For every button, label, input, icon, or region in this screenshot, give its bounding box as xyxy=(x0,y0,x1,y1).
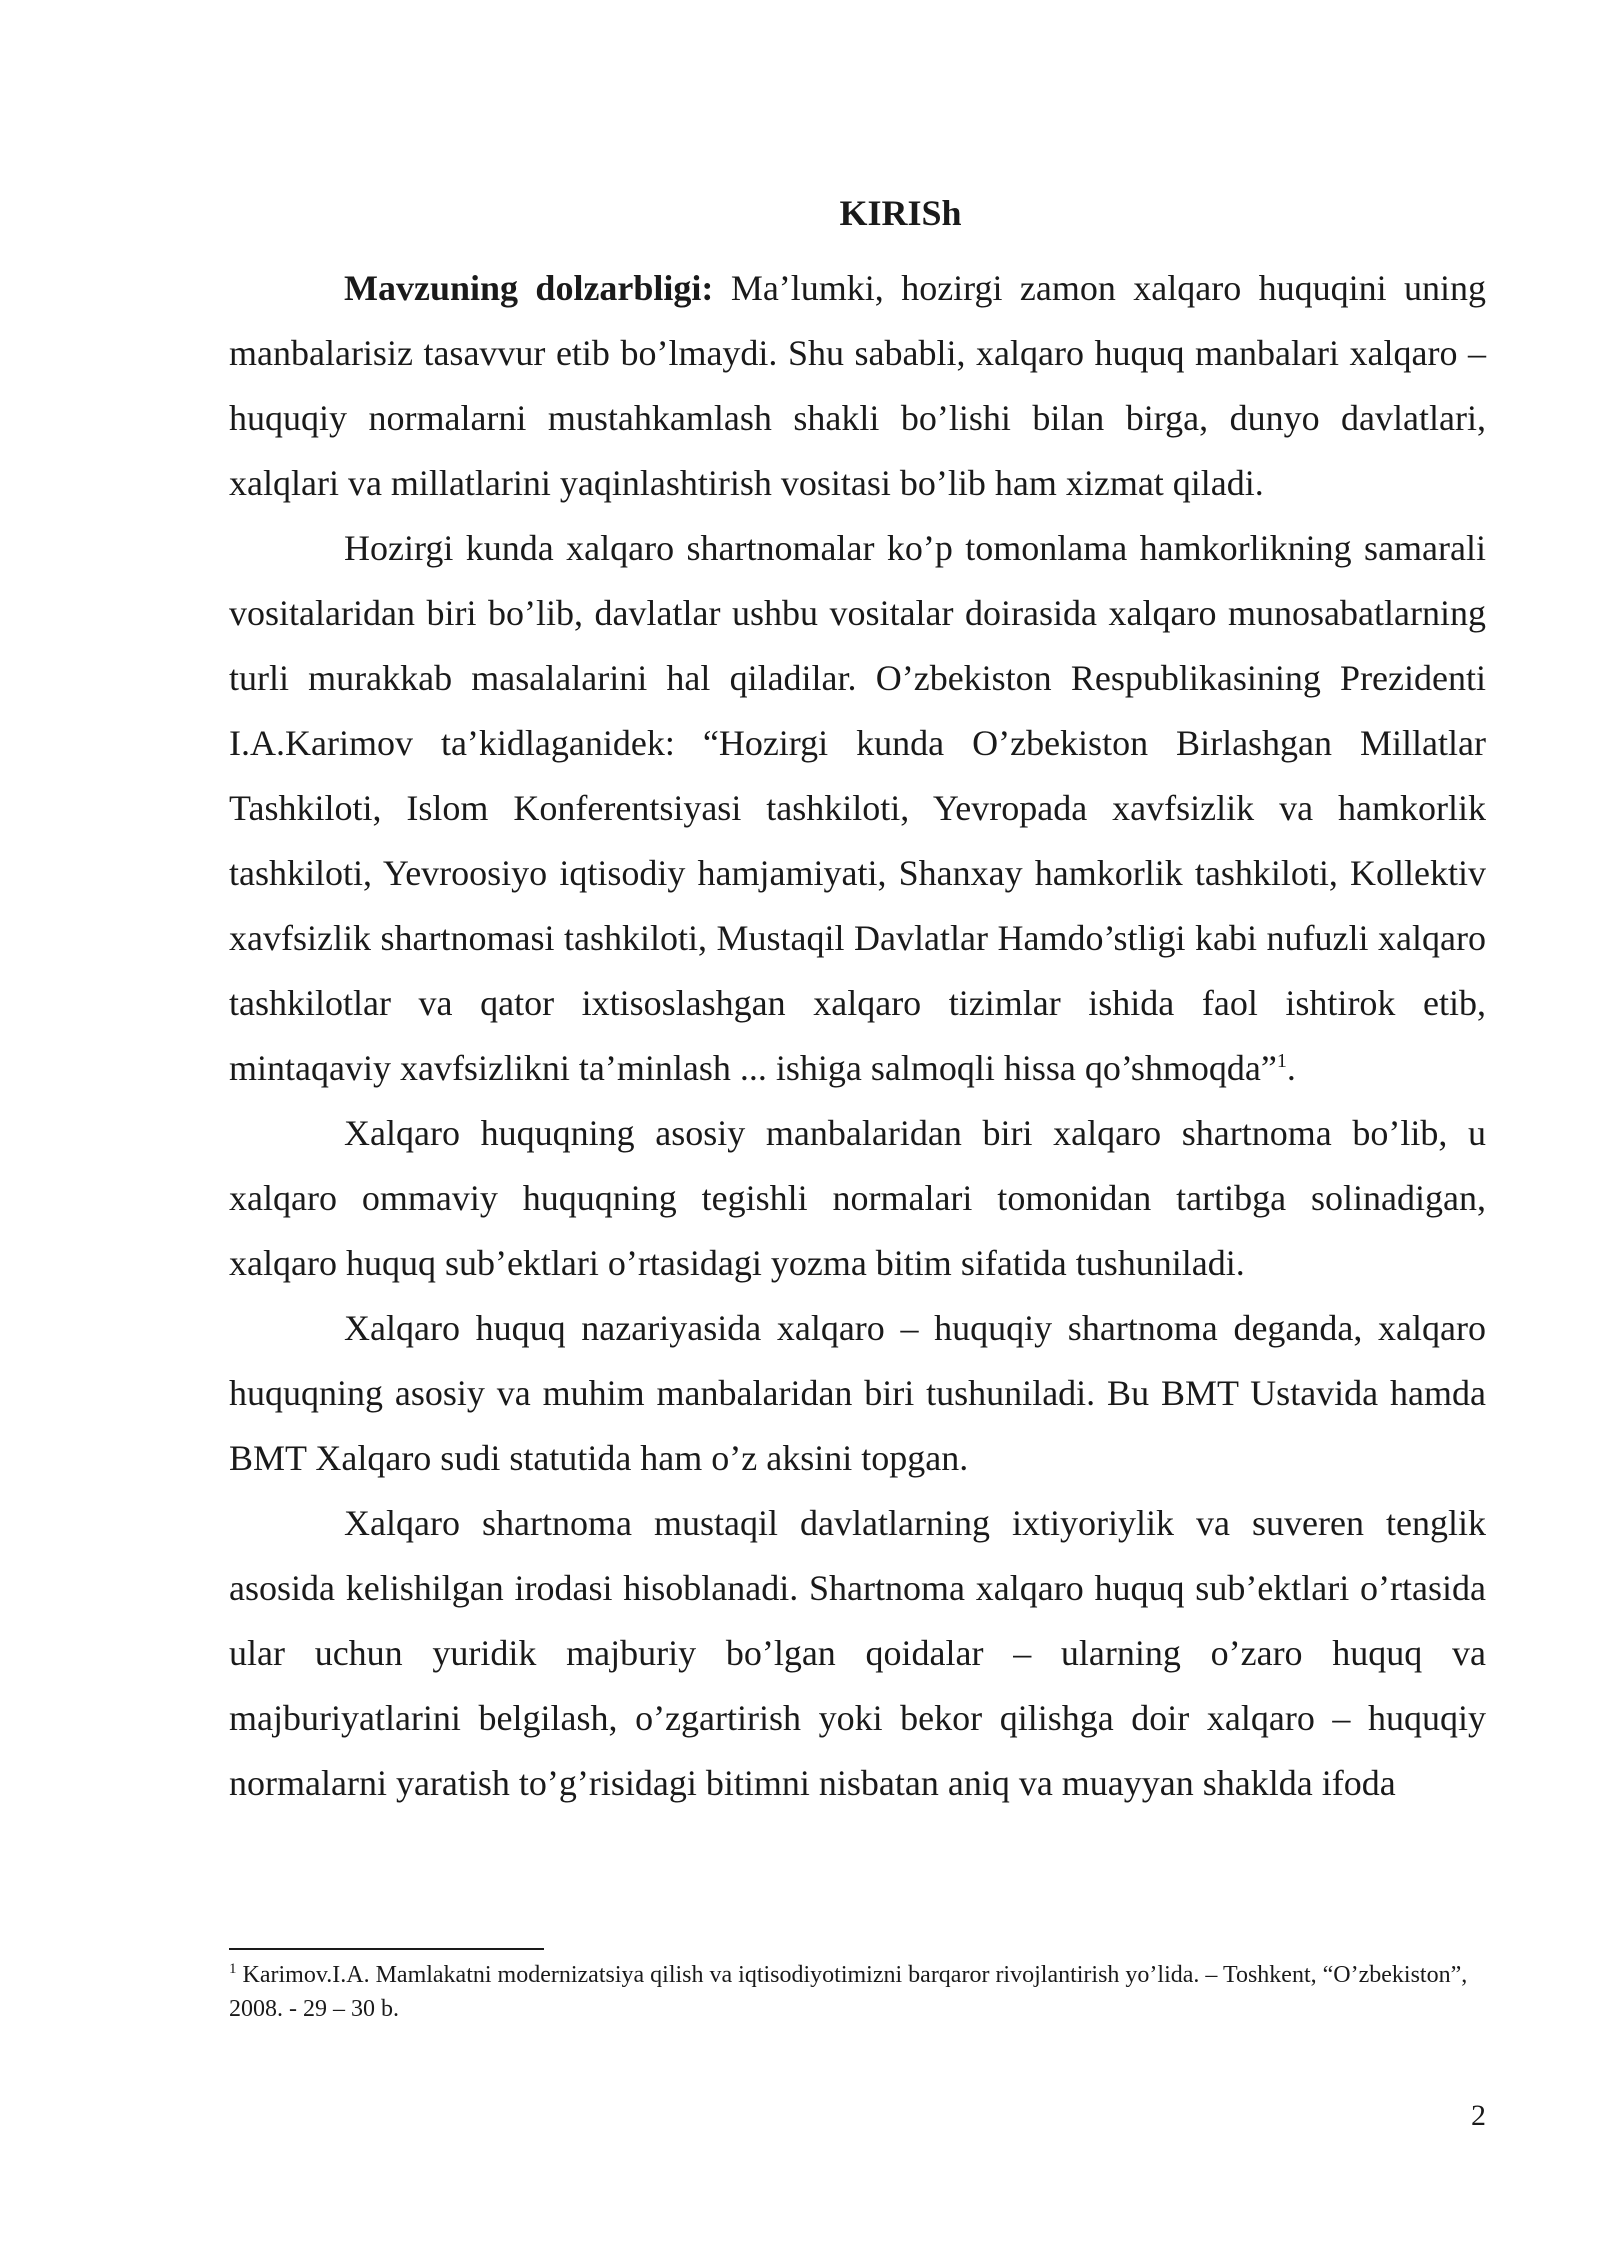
footnote-mark: 1 xyxy=(229,1961,237,1977)
paragraph-treaties xyxy=(229,516,1486,1101)
paragraph-text: Hozirgi kunda xalqaro shartnomalar ko’p tomonlama hamkorlikning samarali vositalaridan biri bo’lib, davlatlar ushbu vositalar doirasida xalqaro munosabatlarning turli murakkab masalalarini hal qiladilar. O’zbekiston Respublikasining Prezidenti I.A.Karimov ta’kidlaganidek: “Hozirgi kunda O’zbekiston Birlashgan Millatlar Tashkiloti, Islom Konferentsiyasi tashkiloti, Yevropada xavfsizlik va hamkorlik tashkiloti, Yevroosiyo iqtisodiy hamjamiyati, Shanxay hamkorlik tashkiloti, Kollektiv xavfsizlik shartnomasi tashkiloti, Mustaqil Davlatlar Hamdo’stligi kabi nufuzli xalqaro tashkilotlar va qator ixtisoslashgan xalqaro tizimlar ishida faol ishtirok etib, mintaqaviy xavfsizlikni ta’minlash ... ishiga salmoqli hissa qo’shmoqda” xyxy=(229,528,1486,1088)
footnote-divider xyxy=(229,1948,544,1950)
paragraph-text: Xalqaro huquq nazariyasida xalqaro – huquqiy shartnoma deganda, xalqaro huquqning asosiy va muhim manbalaridan biri tushuniladi. Bu BMT Ustavida hamda BMT Xalqaro sudi statutida ham o’z aksini topgan. xyxy=(229,1308,1486,1478)
page-body xyxy=(229,190,1486,1816)
paragraph-lead-heading: Mavzuning dolzarbligi: xyxy=(344,268,714,308)
section-title: KIRISh xyxy=(839,193,962,233)
footnote xyxy=(229,1958,1486,2026)
footnote-reference[interactable]: 1 xyxy=(1276,1050,1287,1072)
paragraph-theory xyxy=(229,1296,1486,1491)
paragraph-text: Xalqaro huquqning asosiy manbalaridan biri xalqaro shartnoma bo’lib, u xalqaro ommaviy huquqning tegishli normalari tomonidan tartibga solinadigan, xalqaro huquq sub’ektlari o’rtasidagi yozma bitim sifatida tushuniladi. xyxy=(229,1113,1486,1283)
paragraph-will xyxy=(229,1491,1486,1816)
paragraph-tail: . xyxy=(1286,1048,1296,1088)
page-number: 2 xyxy=(1471,2099,1486,2132)
paragraph-text: Ma’lumki, hozirgi zamon xalqaro huquqini uning manbalarisiz tasavvur etib bo’lmaydi. Shu sababli, xalqaro huquq manbalari xalqaro – huquqiy normalarni mustahkamlash shakli bo’lishi bilan birga, dunyo davlatlari, xalqlari va millatlarini yaqinlashtirish vositasi bo’lib ham xizmat qiladi. xyxy=(229,268,1486,503)
paragraph-relevance xyxy=(229,256,1486,516)
paragraph-text: Xalqaro shartnoma mustaqil davlatlarning ixtiyoriylik va suveren tenglik asosida kelishilgan irodasi hisoblanadi. Shartnoma xalqaro huquq sub’ektlari o’rtasida ular uchun yuridik majburiy bo’lgan qoidalar – ularning o’zaro huquq va majburiyatlarini belgilash, o’zgartirish yoki bekor qilishga doir xalqaro – huquqiy normalarni yaratish to’g’risidagi bitimni nisbatan aniq va muayyan shaklda ifoda xyxy=(229,1503,1486,1803)
footnote-text: Karimov.I.A. Mamlakatni modernizatsiya qilish va iqtisodiyotimizni barqaror rivojlantirish yo’lida. – Toshkent, “O’zbekiston”, 2008. - 29 – 30 b. xyxy=(229,1962,1468,2022)
paragraph-sources xyxy=(229,1101,1486,1296)
